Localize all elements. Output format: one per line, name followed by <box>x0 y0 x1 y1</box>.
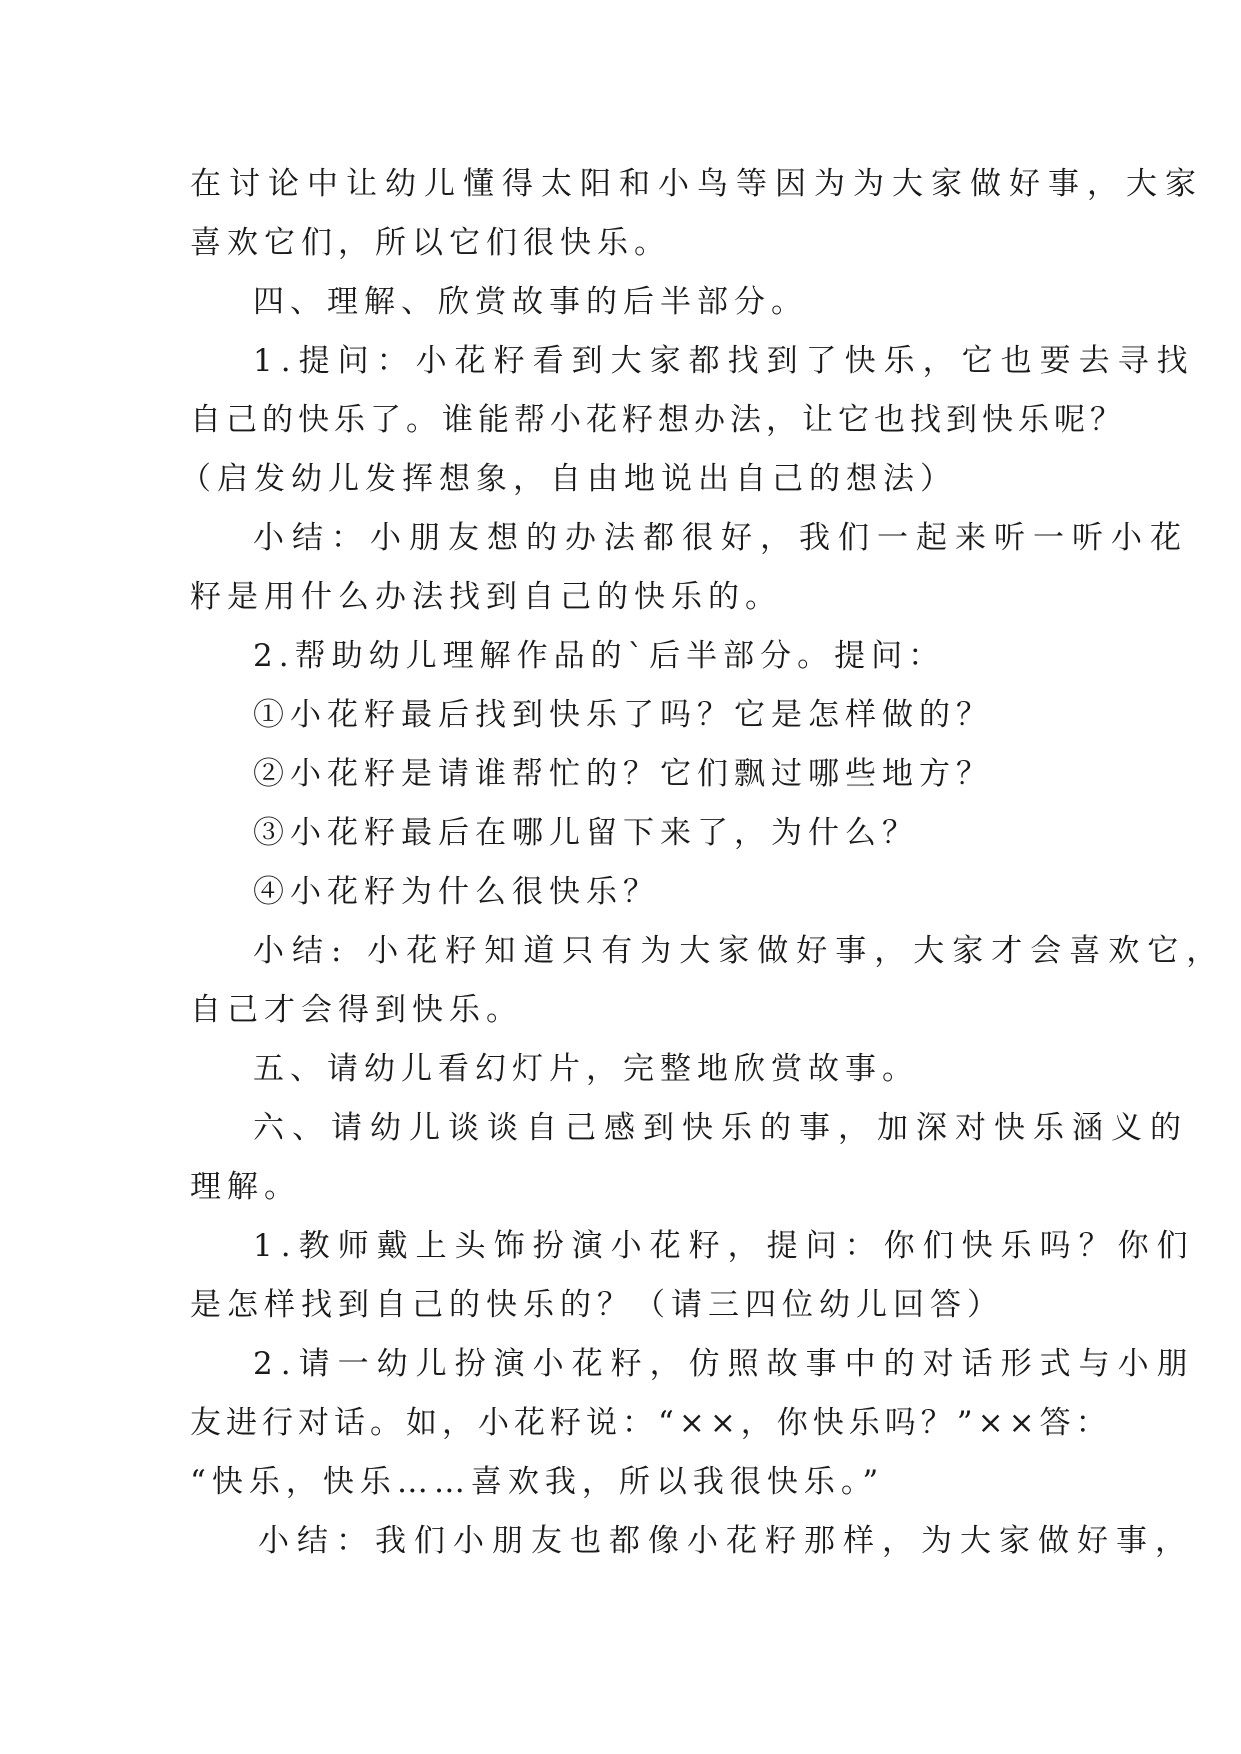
text-line: 小结：我们小朋友也都像小花籽那样，为大家做好事， <box>258 1523 1194 1559</box>
text-line: （启发幼儿发挥想象，自由地说出自己的想法） <box>180 461 957 497</box>
text-line: 在讨论中让幼儿懂得太阳和小鸟等因为为大家做好事，大家 <box>190 166 1204 202</box>
text-line: 友进行对话。如，小花籽说：“××，你快乐吗？”××答： <box>190 1405 1112 1441</box>
text-line: 籽是用什么办法找到自己的快乐的。 <box>190 579 782 615</box>
list-item: ①小花籽最后找到快乐了吗？它是怎样做的？ <box>253 697 993 733</box>
text-line: 1.提问：小花籽看到大家都找到了快乐，它也要去寻找 <box>253 343 1196 379</box>
text-line: 自己的快乐了。谁能帮小花籽想办法，让它也找到快乐呢？ <box>190 402 1126 438</box>
text-line: 2.帮助幼儿理解作品的`后半部分。提问： <box>253 638 946 674</box>
text-line: 是怎样找到自己的快乐的？（请三四位幼儿回答） <box>190 1287 1004 1323</box>
section-heading: 六、请幼儿谈谈自己感到快乐的事，加深对快乐涵义的 <box>253 1110 1189 1146</box>
list-item: ③小花籽最后在哪儿留下来了，为什么？ <box>253 815 919 851</box>
text-line: 2.请一幼儿扮演小花籽，仿照故事中的对话形式与小朋 <box>253 1346 1196 1382</box>
text-line: 喜欢它们，所以它们很快乐。 <box>190 225 671 261</box>
text-line: 自己才会得到快乐。 <box>190 992 523 1028</box>
text-line: 小结：小朋友想的办法都很好，我们一起来听一听小花 <box>253 520 1189 556</box>
list-item: ②小花籽是请谁帮忙的？它们飘过哪些地方？ <box>253 756 993 792</box>
list-item: ④小花籽为什么很快乐？ <box>253 874 660 910</box>
section-heading: 五、请幼儿看幻灯片，完整地欣赏故事。 <box>253 1051 919 1087</box>
text-line: 小结: 小花籽知道只有为大家做好事，大家才会喜欢它， <box>253 933 1226 969</box>
section-heading: 四、理解、欣赏故事的后半部分。 <box>253 284 808 320</box>
text-line: 理解。 <box>190 1169 301 1205</box>
text-line: 1.教师戴上头饰扮演小花籽，提问：你们快乐吗？你们 <box>253 1228 1196 1264</box>
text-line: “快乐，快乐……喜欢我，所以我很快乐。” <box>190 1464 885 1500</box>
